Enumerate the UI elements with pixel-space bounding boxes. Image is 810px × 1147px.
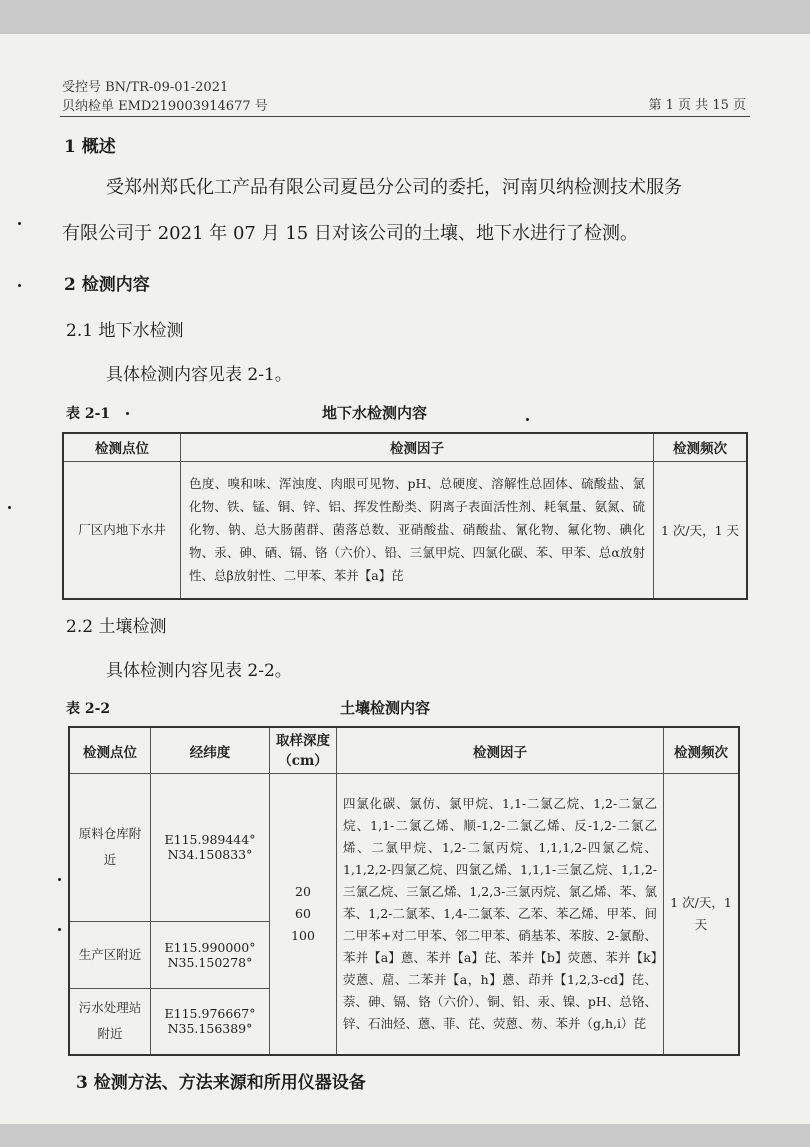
table-header: 检测频次 [664,727,740,774]
table-header: 检测因子 [181,433,654,461]
table-header: 检测点位 [63,433,181,461]
overview-paragraph [62,165,752,257]
subsection-2-2-title: 2.2 土壤检测 [66,617,167,637]
section-3-title: 3 检测方法、方法来源和所用仪器设备 [76,1073,366,1093]
report-header-ids [62,78,268,116]
coordinates-cell [151,921,270,988]
table-2-2-title: 土壤检测内容 [340,699,431,717]
section-2-title: 2 检测内容 [64,275,150,295]
depth-value: 100 [291,928,315,944]
table-header: 检测频次 [654,433,748,461]
soil-table [68,726,740,1056]
subsection-2-1-text: 具体检测内容见表 2-1。 [106,365,292,385]
subsection-2-2-text: 具体检测内容见表 2-2。 [106,661,292,681]
coordinates-cell [151,774,270,922]
latitude: N35.156389° [167,1021,253,1037]
longitude: E115.990000° [164,939,256,955]
overview-line-1: 受郑州郑氏化工产品有限公司夏邑分公司的委托，河南贝纳检测技术服务 [106,177,682,198]
location-cell: 原料仓库附近 [69,774,151,922]
location-cell: 生产区附近 [69,921,151,988]
longitude: E115.976667° [164,1006,256,1022]
factors-cell: 四氯化碳、氯仿、氯甲烷、1,1-二氯乙烷、1,2-二氯乙烷、1,1-二氯乙烯、顺-1,2-二氯乙烯、反-1,2-二氯乙烯、二氯甲烷、1,2-二氯丙烷、1,1,1,2-四氯乙烷、1,1,2,2-四氯乙烷、四氯乙烯、1,1,1-三氯乙烷、1,1,2-三氯乙烷、三氯乙烯、1,2,3-三氯丙烷、氯乙烯、苯、氯苯、1,2-二氯苯、1,4-二氯苯、乙苯、苯乙烯、甲苯、间二甲苯+对二甲苯、邻二甲苯、硝基苯、苯胺、2-氯酚、苯并【a】蒽、苯并【a】芘、苯并【b】荧蒽、苯并【k】荧蒽、䓛、二苯并【a，h】蒽、茚并【1,2,3-cd】芘、萘、砷、镉、铬（六价）、铜、铅、汞、镍、pH、总铬、锌、石油烃、蒽、菲、芘、荧蒽、芴、苯并（g,h,i）芘 [337,774,664,1055]
depth-cell [270,774,337,1055]
table-2-2-label: 表 2-2 [66,701,111,717]
coordinates-cell [151,988,270,1055]
overview-line-2: 有限公司于 2021 年 07 月 15 日对该公司的土壤、地下水进行了检测。 [62,223,638,244]
report-number: 贝纳检单 EMD219003914677 号 [62,99,268,114]
table-row [69,774,739,922]
scan-speck [58,928,61,931]
table-header: 检测因子 [337,727,664,774]
groundwater-table [62,432,748,600]
longitude: E115.989444° [164,832,256,848]
frequency-cell: 1 次/天，1 天 [654,461,748,599]
scan-speck [58,878,61,881]
scan-speck [18,222,21,225]
location-cell: 厂区内地下水井 [63,461,181,599]
depth-value: 20 [295,884,311,900]
section-1-title: 1 概述 [64,137,116,157]
subsection-2-1-title: 2.1 地下水检测 [66,321,184,341]
scan-speck [126,412,129,415]
scan-speck [8,506,11,509]
table-header: 经纬度 [151,727,270,774]
table-header: 检测点位 [69,727,151,774]
control-number: 受控号 BN/TR-09-01-2021 [62,80,229,95]
latitude: N34.150833° [167,847,253,863]
location-cell: 污水处理站附近 [69,988,151,1055]
depth-value: 60 [295,906,311,922]
table-2-1-label: 表 2-1 [66,406,111,422]
scan-speck [18,284,21,287]
table-header: 取样深度（cm） [270,727,337,774]
scan-speck [526,418,529,421]
table-2-1-title: 地下水检测内容 [322,404,428,422]
factors-cell: 色度、嗅和味、浑浊度、肉眼可见物、pH、总硬度、溶解性总固体、硫酸盐、氯化物、铁、锰、铜、锌、铝、挥发性酚类、阴离子表面活性剂、耗氧量、氨氮、硫化物、钠、总大肠菌群、菌落总数、亚硝酸盐、硝酸盐、氰化物、氟化物、碘化物、汞、砷、硒、镉、铬（六价）、铅、三氯甲烷、四氯化碳、苯、甲苯、总α放射性、总β放射性、二甲苯、苯并【a】芘 [181,461,654,599]
latitude: N35.150278° [167,954,253,970]
page-info: 第 1 页 共 15 页 [648,98,746,113]
header-divider [60,116,750,117]
frequency-cell: 1 次/天，1 天 [664,774,740,1055]
